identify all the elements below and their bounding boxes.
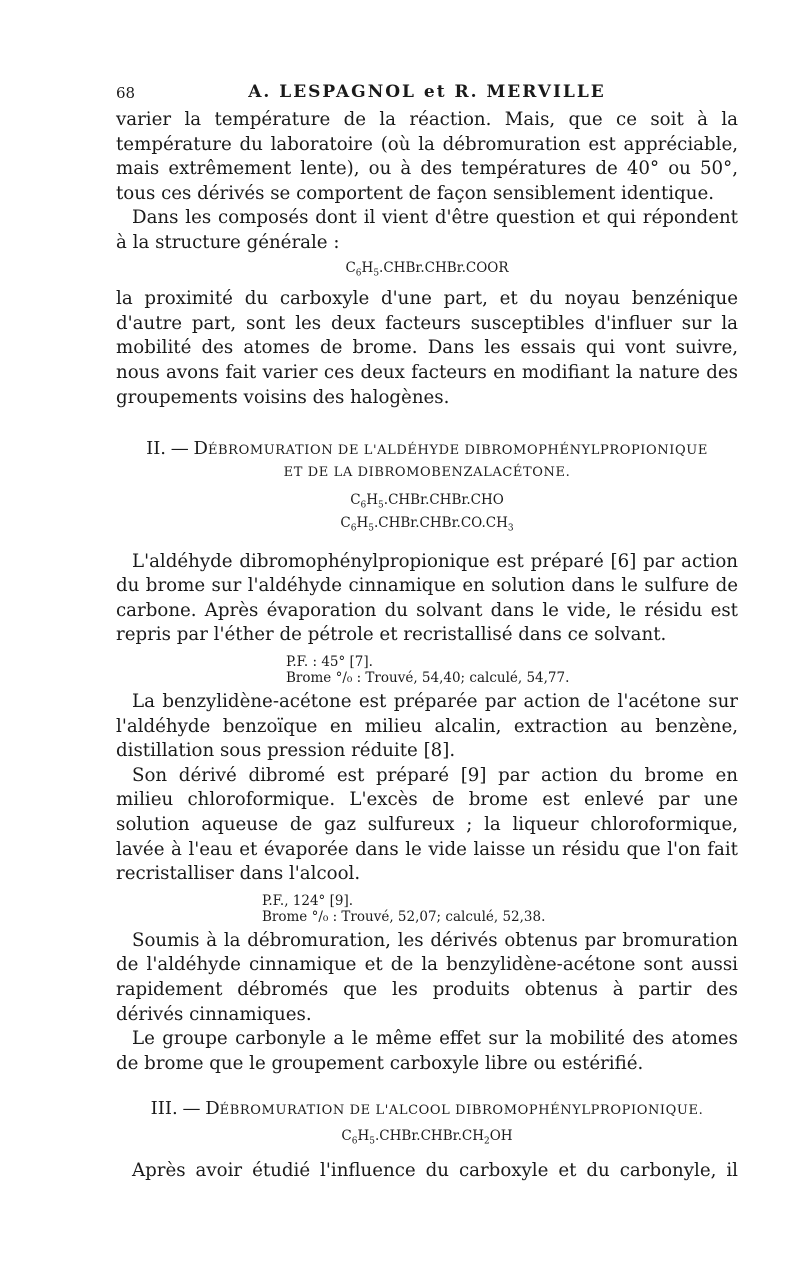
- paragraph-5: La benzylidène-acétone est préparée par action de l'acétone sur l'aldéhyde benzoïque en milieu alcalin, extraction au benzène, distillation sous pression réduite [8].: [116, 690, 738, 762]
- paragraph-4: L'aldéhyde dibromophénylpropionique est préparé [6] par action du brome sur l'aldéhyde cinnamique en solution dans le sulfure de carbone. Après évaporation du solvant dans le vide, le résidu est repris par l'éther de pétrole et recristallisé dans ce solvant.: [116, 550, 738, 646]
- page-header: [116, 78, 738, 108]
- paragraph-7: Soumis à la débromuration, les dérivés obtenus par bromuration de l'aldéhyde cinnamique et de la benzylidène-acétone sont aussi rapidement débromés que les produits obtenus à partir des dérivés cinnamiques.: [116, 929, 738, 1025]
- paragraph-2: Dans les composés dont il vient d'être question et qui répondent à la structure générale :: [116, 207, 738, 253]
- page: [116, 78, 738, 1184]
- paragraph-8: Le groupe carbonyle a le même effet sur la mobilité des atomes de brome que le groupement carboxyle libre ou estérifié.: [116, 1028, 738, 1074]
- paragraph-9: Après avoir étudié l'influence du carboxyle et du carbonyle, il: [132, 1159, 738, 1181]
- section-title-3: III. — DÉBROMURATION DE L'ALCOOL DIBROMOPHÉNYLPROPIONIQUE.: [150, 1098, 704, 1120]
- formula-alcohol: $C_6H_5.CHBr.CHBr.CH_2OH$: [341, 1128, 513, 1147]
- paragraph-3: la proximité du carboxyle d'une part, et du noyau benzénique d'autre part, sont les deux facteurs susceptibles d'influer sur la mobilité des atomes de brome. Dans les essais qui vont suivre, nous avons fait varier ces deux facteurs en modifiant la nature des groupements voisins des halogènes.: [116, 288, 738, 408]
- data-block-1: P.F. : 45° [7]. Brome °/₀ : Trouvé, 54,40; calculé, 54,77.: [286, 653, 570, 686]
- formula-ketone: $C_6H_5.CHBr.CHBr.CO.CH_3$: [340, 514, 514, 534]
- running-head: A. LESPAGNOL et R. MERVILLE: [248, 82, 606, 102]
- page-number: 68: [116, 84, 136, 102]
- section-title-2: II. — DÉBROMURATION DE L'ALDÉHYDE DIBROMOPHÉNYLPROPIONIQUE ET DE LA DIBROMOBENZALACÉTONE.: [146, 438, 708, 481]
- formula-aldehyde: $C_6H_5.CHBr.CHBr.CHO$: [350, 492, 504, 511]
- paragraph-1: varier la température de la réaction. Mais, que ce soit à la température du laboratoire (où la débromuration est appréciable, mais extrêmement lente), ou à des températures de 40° ou 50°, tous ces dérivés se comportent de façon sensiblement identique.: [116, 109, 738, 204]
- data-block-2: P.F., 124° [9]. Brome °/₀ : Trouvé, 52,07; calculé, 52,38.: [262, 892, 546, 925]
- paragraph-6: Son dérivé dibromé est préparé [9] par action du brome en milieu chloroformique. L'excès de brome est enlevé par une solution aqueuse de gaz sulfureux ; la liqueur chloroformique, lavée à l'eau et évaporée dans le vide laisse un résidu que l'on fait recristalliser dans l'alcool.: [116, 764, 738, 885]
- formula-general: $C_6H_5.CHBr.CHBr.COOR$: [345, 259, 509, 279]
